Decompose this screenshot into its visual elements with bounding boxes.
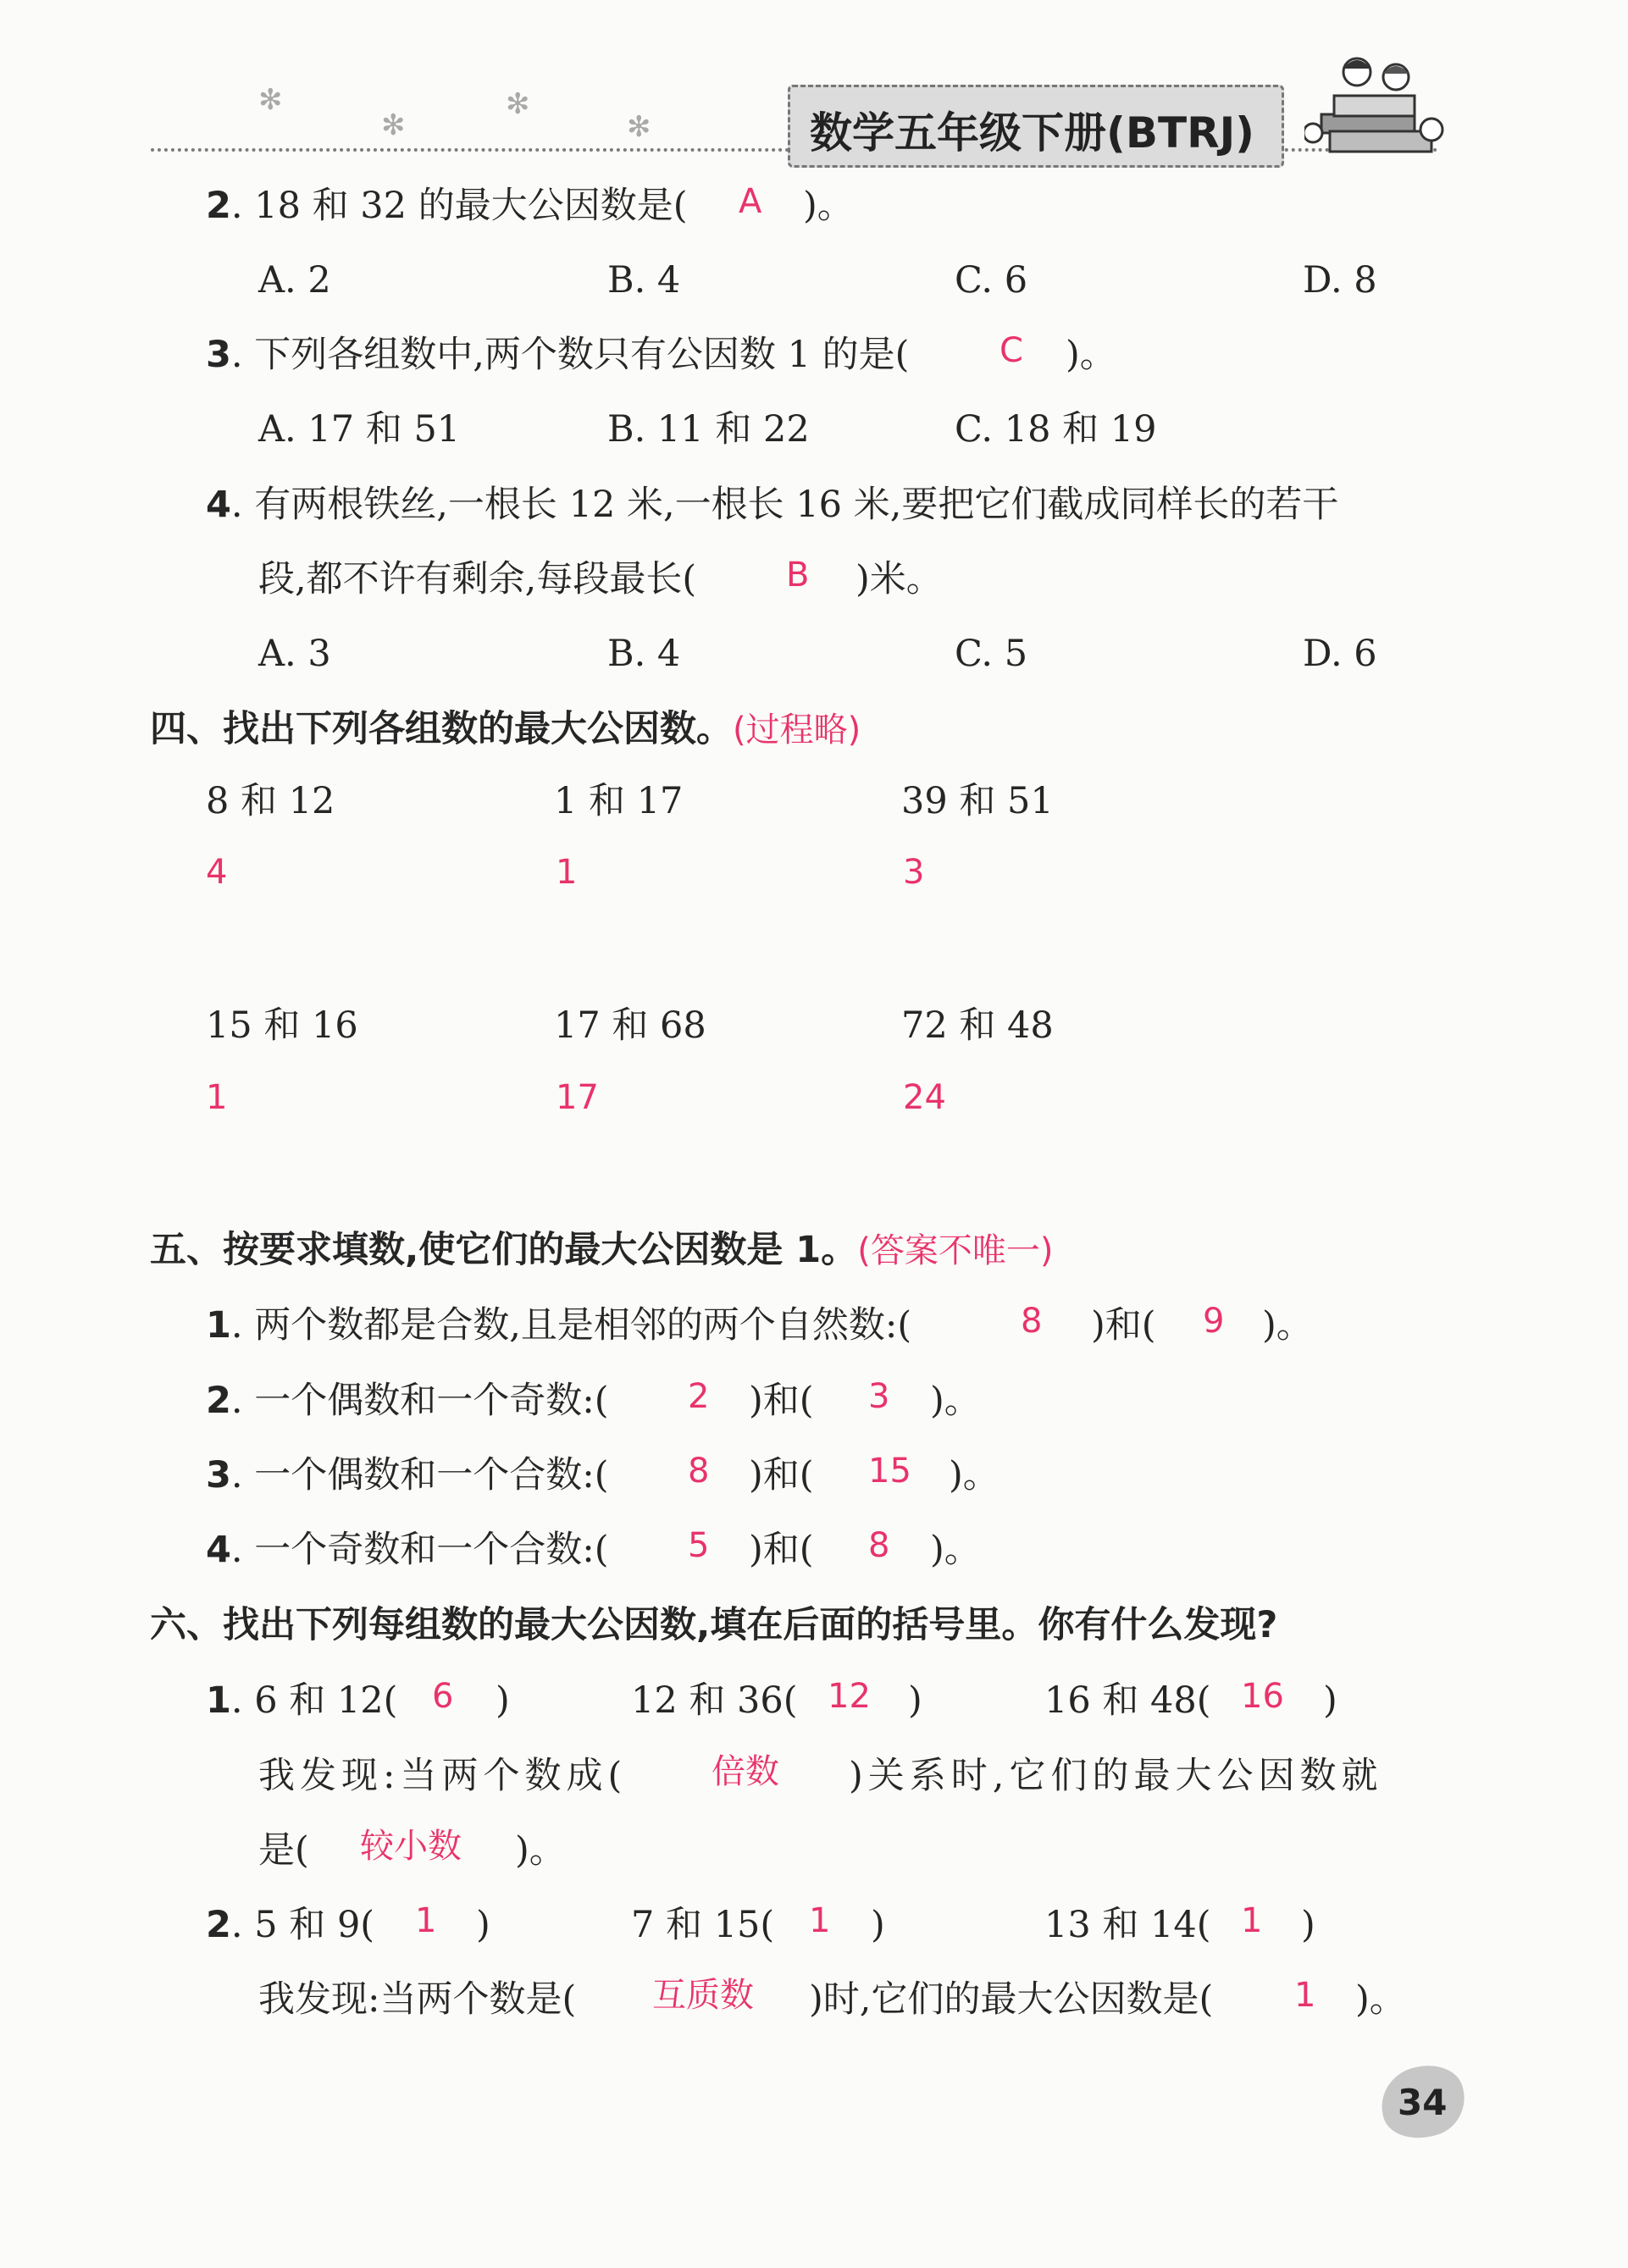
paren-close: )	[1323, 1679, 1337, 1722]
paren-close: )	[476, 1904, 490, 1946]
gcd-group-1b: 12 和 36(	[631, 1679, 798, 1722]
question-3-2: 2. 18 和 32 的最大公因数是(	[206, 185, 688, 227]
section-4-heading: 四、找出下列各组数的最大公因数。(过程略)	[150, 708, 861, 750]
fill-item-4: 4. 一个奇数和一个合数:(	[206, 1529, 609, 1571]
option: C. 5	[955, 633, 1028, 675]
section-4-note: (过程略)	[733, 711, 861, 750]
answer-3-3: C	[1000, 331, 1023, 370]
page-number: 34	[1398, 2082, 1448, 2123]
question-3-2-close: )。	[803, 185, 854, 227]
paren-close: )	[908, 1679, 922, 1722]
gcd-answer: 1	[1241, 1901, 1263, 1940]
fill-answer: 8	[1021, 1302, 1043, 1341]
gcd-pair-label: 1 和 17	[554, 780, 684, 822]
gcd-answer: 12	[828, 1677, 871, 1716]
option: D. 8	[1303, 259, 1377, 301]
kids-reading-books-illustration	[1304, 47, 1448, 161]
gcd-pair-label: 72 和 48	[901, 1004, 1054, 1047]
fill-item-2: 2. 一个偶数和一个奇数:(	[206, 1380, 609, 1422]
gcd-group-1a: 1. 6 和 12(	[206, 1679, 398, 1722]
fill-item-1: 1. 两个数都是合数,且是相邻的两个自然数:(	[206, 1304, 912, 1347]
fill-end: )。	[930, 1380, 981, 1422]
fill-answer: 8	[688, 1452, 710, 1491]
section-6-heading: 六、找出下列每组数的最大公因数,填在后面的括号里。你有什么发现?	[150, 1604, 1278, 1646]
fill-answer: 15	[868, 1452, 911, 1491]
fill-answer: 5	[688, 1526, 710, 1565]
option: D. 6	[1303, 633, 1377, 675]
finding-1-pre: 我发现:当两个数成(	[258, 1755, 628, 1797]
option: B. 4	[607, 633, 681, 675]
finding-1-answer: 倍数	[712, 1752, 779, 1791]
finding-1-line2-post: )。	[515, 1829, 566, 1872]
gcd-pair-label: 39 和 51	[901, 780, 1054, 822]
question-3-4-close: )米。	[856, 558, 943, 600]
option: A. 2	[258, 259, 331, 301]
snowflake-icon: ✻	[627, 110, 651, 144]
paren-close: )	[871, 1904, 885, 1946]
gcd-answer: 1	[415, 1901, 437, 1940]
snowflake-icon: ✻	[258, 83, 283, 117]
fill-end: )。	[930, 1529, 981, 1571]
gcd-answer: 4	[206, 853, 228, 892]
gcd-answer: 1	[809, 1901, 831, 1940]
book-title: 数学五年级下册(BTRJ)	[810, 108, 1255, 158]
question-3-3: 3. 下列各组数中,两个数只有公因数 1 的是(	[206, 334, 910, 376]
option: A. 17 和 51	[258, 408, 461, 451]
fill-end: )。	[949, 1454, 1000, 1496]
paren-close: )	[1301, 1904, 1315, 1946]
fill-answer: 2	[688, 1377, 710, 1416]
fill-mid: )和(	[749, 1380, 814, 1422]
option: C. 18 和 19	[955, 408, 1157, 451]
finding-2-answer-2: 1	[1294, 1976, 1316, 2015]
section-5-heading: 五、按要求填数,使它们的最大公因数是 1。(答案不唯一)	[150, 1229, 1054, 1271]
question-3-4: 4. 有两根铁丝,一根长 12 米,一根长 16 米,要把它们截成同样长的若干	[206, 484, 1339, 526]
gcd-group-2a: 2. 5 和 9(	[206, 1904, 375, 1946]
gcd-answer: 6	[432, 1677, 454, 1716]
finding-1-line2-answer: 较小数	[360, 1827, 462, 1866]
gcd-answer: 1	[206, 1078, 228, 1117]
finding-2-pre: 我发现:当两个数是(	[258, 1978, 577, 2021]
option: B. 4	[607, 259, 681, 301]
gcd-pair-label: 8 和 12	[206, 780, 335, 822]
fill-mid: )和(	[1091, 1304, 1156, 1347]
snowflake-icon: ✻	[381, 108, 406, 142]
fill-answer: 8	[868, 1526, 890, 1565]
finding-2-answer: 互质数	[652, 1976, 754, 2015]
fill-mid: )和(	[749, 1529, 814, 1571]
gcd-group-1c: 16 和 48(	[1044, 1679, 1211, 1722]
fill-end: )。	[1262, 1304, 1313, 1347]
gcd-answer: 3	[903, 853, 925, 892]
fill-mid: )和(	[749, 1454, 814, 1496]
snowflake-icon: ✻	[506, 87, 530, 121]
gcd-answer: 1	[556, 853, 578, 892]
fill-answer: 9	[1203, 1302, 1225, 1341]
option: A. 3	[258, 633, 331, 675]
gcd-pair-label: 15 和 16	[206, 1004, 358, 1047]
question-3-3-close: )。	[1066, 334, 1116, 376]
fill-answer: 3	[868, 1377, 890, 1416]
gcd-pair-label: 17 和 68	[554, 1004, 706, 1047]
finding-2-post: )。	[1355, 1978, 1406, 2021]
gcd-answer: 24	[903, 1078, 946, 1117]
gcd-group-2b: 7 和 15(	[631, 1904, 775, 1946]
option: C. 6	[955, 259, 1028, 301]
gcd-answer: 16	[1241, 1677, 1284, 1716]
section-5-note: (答案不唯一)	[857, 1231, 1054, 1270]
finding-1-post: )关系时,它们的最大公因数就	[849, 1755, 1383, 1797]
finding-1-line2-pre: 是(	[258, 1829, 309, 1872]
finding-2-mid: )时,它们的最大公因数是(	[809, 1978, 1214, 2021]
gcd-answer: 17	[556, 1078, 599, 1117]
gcd-group-2c: 13 和 14(	[1044, 1904, 1211, 1946]
question-3-4-line2: 段,都不许有剩余,每段最长(	[258, 558, 697, 600]
answer-3-4: B	[786, 556, 810, 595]
option: B. 11 和 22	[607, 408, 810, 451]
paren-close: )	[496, 1679, 510, 1722]
fill-item-3: 3. 一个偶数和一个合数:(	[206, 1454, 609, 1496]
answer-3-2: A	[739, 182, 762, 221]
